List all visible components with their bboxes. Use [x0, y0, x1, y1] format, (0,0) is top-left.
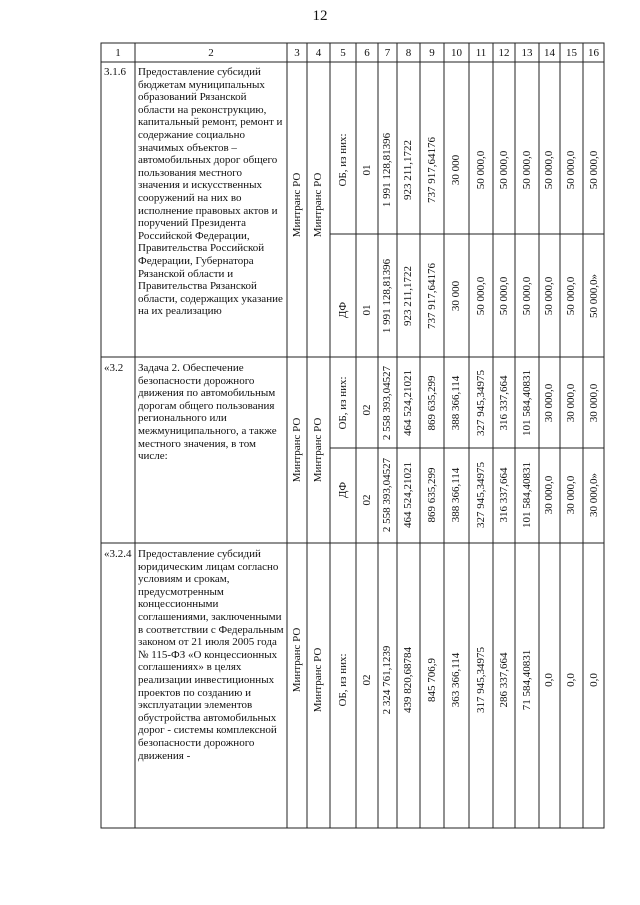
- funding-source: ДФ: [337, 481, 349, 499]
- value-year: 737 917,64176: [426, 137, 438, 203]
- value-year: 50 000,0: [521, 276, 533, 316]
- value-year: 30 000,0: [565, 475, 577, 515]
- value-year: 388 366,114: [450, 467, 462, 523]
- value-year: 50 000,0»: [588, 274, 600, 318]
- header-col-1: 1: [115, 47, 121, 59]
- value-total: 2 558 393,04527: [381, 365, 393, 441]
- header-col-9: 9: [429, 47, 435, 59]
- value-year: 50 000,0: [588, 150, 600, 190]
- responsible-org: Минтранс РО: [291, 172, 303, 238]
- value-year: 30 000,0: [543, 475, 555, 515]
- value-year: 0,0: [543, 673, 555, 687]
- header-col-11: 11: [475, 47, 487, 59]
- value-year: 50 000,0: [565, 150, 577, 190]
- responsible-org: Минтранс РО: [291, 627, 303, 693]
- value-year: 50 000,0: [498, 150, 510, 190]
- value-year: 71 584,40831: [521, 649, 533, 711]
- header-col-16: 16: [588, 47, 599, 59]
- header-col-5: 5: [340, 47, 346, 59]
- funding-source: ОБ, из них:: [337, 653, 349, 707]
- responsible-org: Минтранс РО: [291, 417, 303, 483]
- value-year: 845 706,9: [426, 658, 438, 702]
- row-code: «3.2.4: [104, 548, 132, 560]
- value-year: 50 000,0: [543, 276, 555, 316]
- value-year: 30 000,0: [543, 383, 555, 423]
- row-description: Предоставление субсидий бюджетам муниципальных образований Рязанской области на реконструкцию, капитальный ремонт, ремонт и содержание социально значимых объектов – автомобильных дорог общего пользования местного значения и искусственных сооружений на них во исполнение правовых актов и поручений Президента Российской Федерации, Правительства Российской Федерации, Губернатора Рязанской области и Правительства Рязанской области, содержащих указание на их реализацию: [138, 66, 283, 318]
- value-year: 869 635,299: [426, 467, 438, 523]
- header-col-2: 2: [208, 47, 214, 59]
- row-code: «3.2: [104, 362, 124, 374]
- funding-source: ОБ, из них:: [337, 376, 349, 430]
- value-year: 439 820,68784: [402, 647, 414, 713]
- funding-source: ДФ: [337, 301, 349, 319]
- value-total: 2 324 761,1239: [381, 645, 393, 715]
- value-year: 50 000,0: [498, 276, 510, 316]
- value-year: 317 945,34975: [475, 647, 487, 713]
- value-year: 50 000,0: [521, 150, 533, 190]
- value-year: 0,0: [565, 673, 577, 687]
- value-year: 737 917,64176: [426, 263, 438, 329]
- source-code: 02: [361, 404, 373, 416]
- value-year: 923 211,1722: [402, 265, 414, 327]
- value-year: 30 000,0: [588, 383, 600, 423]
- header-col-4: 4: [315, 47, 322, 59]
- value-year: 388 366,114: [450, 375, 462, 431]
- value-total: 1 991 128,81396: [381, 258, 393, 334]
- header-col-6: 6: [364, 47, 370, 59]
- value-year: 30 000: [450, 280, 462, 312]
- value-year: 316 337,664: [498, 467, 510, 523]
- source-code: 02: [361, 494, 373, 506]
- executor-org: Минтранс РО: [312, 647, 324, 713]
- value-year: 50 000,0: [475, 150, 487, 190]
- value-year: 30 000,0: [565, 383, 577, 423]
- source-code: 01: [361, 164, 373, 176]
- executor-org: Минтранс РО: [312, 172, 324, 238]
- value-year: 327 945,34975: [475, 370, 487, 436]
- header-col-12: 12: [498, 47, 510, 59]
- row-description: Задача 2. Обеспечение безопасности дорожного движения по автомобильным дорогам общего пользования регионального или межмуниципального, а также местного значения, в том числе:: [138, 362, 277, 463]
- header-col-7: 7: [384, 47, 391, 59]
- value-year: 50 000,0: [475, 276, 487, 316]
- value-year: 363 366,114: [450, 652, 462, 708]
- value-year: 286 337,664: [498, 652, 510, 708]
- value-year: 327 945,34975: [475, 462, 487, 528]
- executor-org: Минтранс РО: [312, 417, 324, 483]
- value-year: 101 584,40831: [521, 370, 533, 436]
- value-year: 316 337,664: [498, 375, 510, 431]
- value-total: 1 991 128,81396: [381, 132, 393, 208]
- row-code: 3.1.6: [104, 66, 126, 78]
- page-number: 12: [312, 8, 328, 24]
- value-year: 869 635,299: [426, 375, 438, 431]
- funding-source: ОБ, из них:: [337, 133, 349, 187]
- value-year: 464 524,21021: [402, 370, 414, 436]
- value-year: 464 524,21021: [402, 462, 414, 528]
- header-col-3: 3: [294, 47, 300, 59]
- row-description: Предоставление субсидий юридическим лицам согласно условиям и срокам, предусмотренным концессионными соглашениями, заключенными в соответствии с Федеральным законом от 21 июля 2005 года № 115-ФЗ «О концессионных соглашениях» в целях реализации инвестиционных проектов по созданию и эксплуатации элементов обустройства автомобильных дорог - системы комплексной безопасности дорожного движения -: [138, 548, 284, 762]
- value-total: 2 558 393,04527: [381, 457, 393, 533]
- value-year: 50 000,0: [565, 276, 577, 316]
- value-year: 50 000,0: [543, 150, 555, 190]
- value-year: 30 000,0»: [588, 473, 600, 517]
- header-col-8: 8: [405, 47, 412, 59]
- header-col-13: 13: [521, 47, 533, 59]
- source-code: 01: [361, 304, 373, 316]
- source-code: 02: [361, 674, 373, 686]
- header-col-14: 14: [544, 47, 555, 59]
- value-year: 923 211,1722: [402, 139, 414, 201]
- value-year: 30 000: [450, 154, 462, 186]
- value-year: 101 584,40831: [521, 462, 533, 528]
- header-col-10: 10: [451, 47, 462, 59]
- header-col-15: 15: [566, 47, 577, 59]
- value-year: 0,0: [588, 673, 600, 687]
